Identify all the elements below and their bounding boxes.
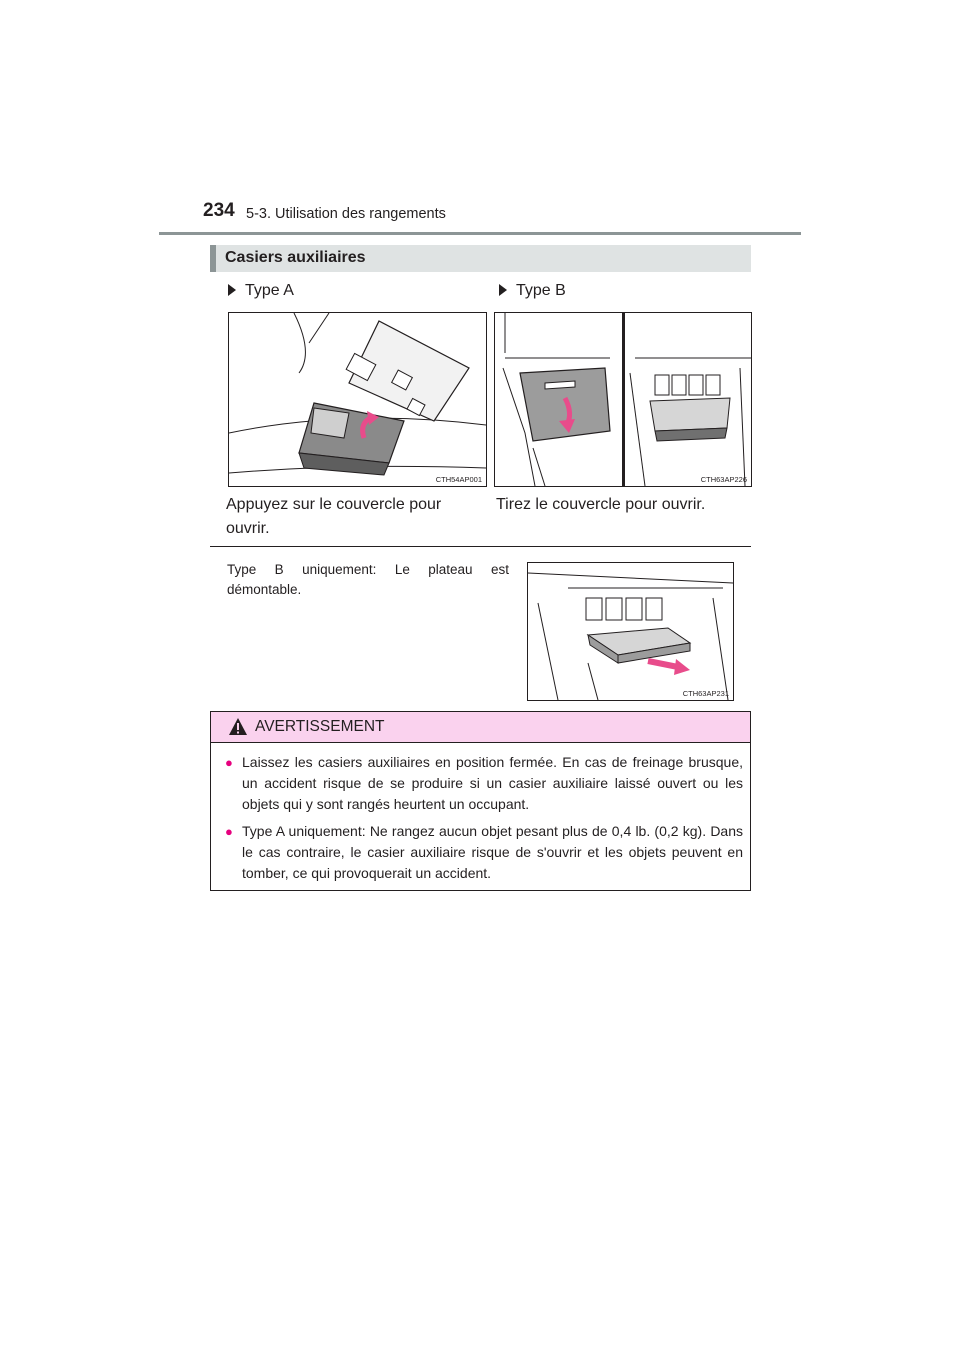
header-rule: [159, 232, 801, 235]
warning-item: [225, 821, 743, 884]
type-b-caption: Tirez le couvercle pour ouvrir.: [496, 496, 706, 513]
warning-item: [225, 752, 743, 815]
glovebox-tray-illustration: [495, 313, 751, 486]
page-number: 234: [203, 200, 235, 221]
triangle-bullet-icon: [499, 284, 507, 296]
figure-code: CTH63AP231: [682, 689, 729, 698]
figure-code: CTH63AP226: [700, 475, 747, 484]
warning-box: [210, 711, 751, 891]
figure-tray-removal: [527, 562, 734, 701]
warning-text: Type A uniquement: Ne rangez aucun objet pesant plus de 0,4 lb. (0,2 kg). Dans le cas contraire, le casier auxiliaire risque de s'ouvrir et les objets peuvent en tomber, ce qui provoquerait un accident.: [242, 823, 743, 881]
section-heading: [210, 245, 751, 272]
section-accent: [210, 245, 216, 272]
warning-header: [211, 712, 750, 743]
type-a-caption: [226, 493, 484, 541]
tray-note: Type B uniquement: Le plateau est démontable.: [227, 562, 509, 597]
chapter-title: 5-3. Utilisation des rangements: [246, 206, 446, 222]
type-a-label: Type A: [228, 282, 294, 300]
figure-type-b: [494, 312, 752, 487]
warning-title: AVERTISSEMENT: [255, 718, 385, 735]
warning-text: Laissez les casiers auxiliaires en position fermée. En cas de freinage brusque, un accident risque de se produire si un casier auxiliaire laissé ouvert ou les objets qui y sont rangés heurtent un occupant.: [242, 754, 743, 812]
section-title: Casiers auxiliaires: [225, 249, 366, 266]
overhead-console-illustration: [229, 313, 486, 486]
section-divider: [210, 546, 751, 547]
bullet-icon: ●: [225, 755, 233, 770]
triangle-bullet-icon: [228, 284, 236, 296]
bullet-icon: ●: [225, 824, 233, 839]
tray-removal-illustration: [528, 563, 733, 700]
type-b-label: Type B: [499, 282, 566, 300]
figure-type-a: [228, 312, 487, 487]
caption-line: ouvrir.: [226, 520, 270, 537]
warning-triangle-icon: [228, 717, 248, 736]
caption-line: Appuyez sur le couvercle pour: [226, 496, 442, 513]
figure-code: CTH54AP001: [435, 475, 482, 484]
